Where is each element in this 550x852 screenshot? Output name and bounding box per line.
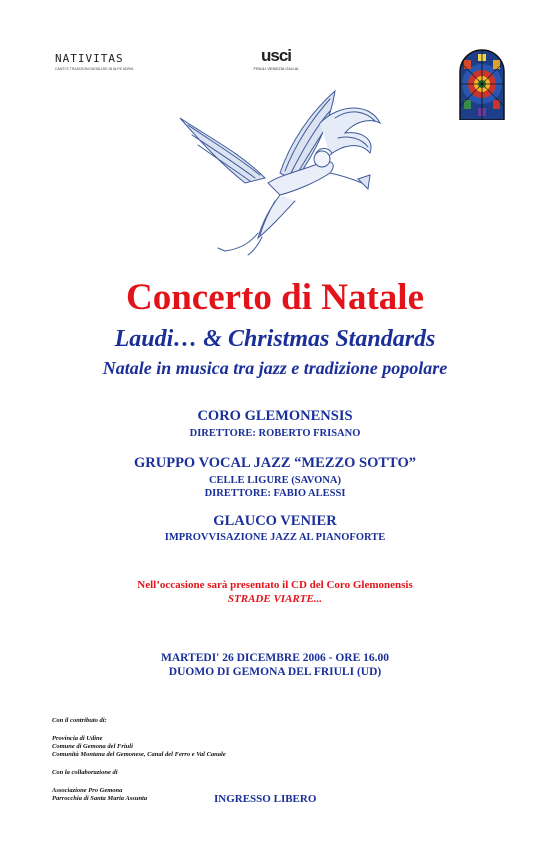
- performer-3-name: GLAUCO VENIER: [213, 513, 337, 529]
- collaborator-item: Parrocchia di Santa Maria Assunta: [52, 795, 148, 802]
- event-date: MARTEDI' 26 DICEMBRE 2006 - ORE 16.00: [160, 652, 389, 664]
- cd-announcement: Nell’occasione sarà presentato il CD del Coro Glemonensis: [137, 579, 413, 591]
- nativitas-logo-name: NATIVITAS: [55, 52, 124, 65]
- usci-logo: [246, 48, 306, 71]
- flying-angel-illustration: [170, 83, 390, 258]
- stained-glass-window-icon: [458, 48, 506, 120]
- concert-tagline: Natale in musica tra jazz e tradizione popolare: [102, 358, 448, 378]
- nativitas-logo-tagline: CANTI E TRADIZIONI NATALIZIE IN ALPE ADRIA: [55, 67, 134, 71]
- nativitas-logo: [55, 52, 145, 71]
- performer-1-director: DIRETTORE: ROBERTO FRISANO: [189, 428, 361, 439]
- contributor-item: Provincia di Udine: [52, 735, 103, 742]
- performer-2-name: GRUPPO VOCAL JAZZ “MEZZO SOTTO”: [134, 455, 416, 471]
- event-venue: DUOMO DI GEMONA DEL FRIULI (UD): [168, 666, 382, 678]
- contributor-item: Comune di Gemona del Friuli: [52, 743, 133, 750]
- collaboration-heading: Con la collaborazione di: [52, 769, 118, 776]
- cd-title: STRADE VIARTE...: [227, 593, 323, 605]
- contribution-heading: Con il contributo di:: [52, 717, 107, 724]
- admission-info: INGRESSO LIBERO: [214, 793, 317, 805]
- performer-2-director: DIRETTORE: FABIO ALESSI: [204, 488, 346, 499]
- performer-2-location: CELLE LIGURE (SAVONA): [208, 475, 342, 486]
- performer-1-name: CORO GLEMONENSIS: [197, 408, 353, 424]
- collaborator-item: Associazione Pro Gemona: [52, 787, 123, 794]
- performer-3-role: IMPROVVISAZIONE JAZZ AL PIANOFORTE: [164, 532, 386, 543]
- usci-logo-tagline: FRIULI VENEZIA GIULIA: [253, 66, 299, 71]
- concert-subtitle: Laudi… & Christmas Standards: [114, 326, 436, 352]
- usci-logo-name: usci: [260, 46, 292, 65]
- concert-title: Concerto di Natale: [126, 277, 424, 318]
- contributor-item: Comunità Montana del Gemonese, Canal del Ferro e Val Canale: [52, 751, 226, 758]
